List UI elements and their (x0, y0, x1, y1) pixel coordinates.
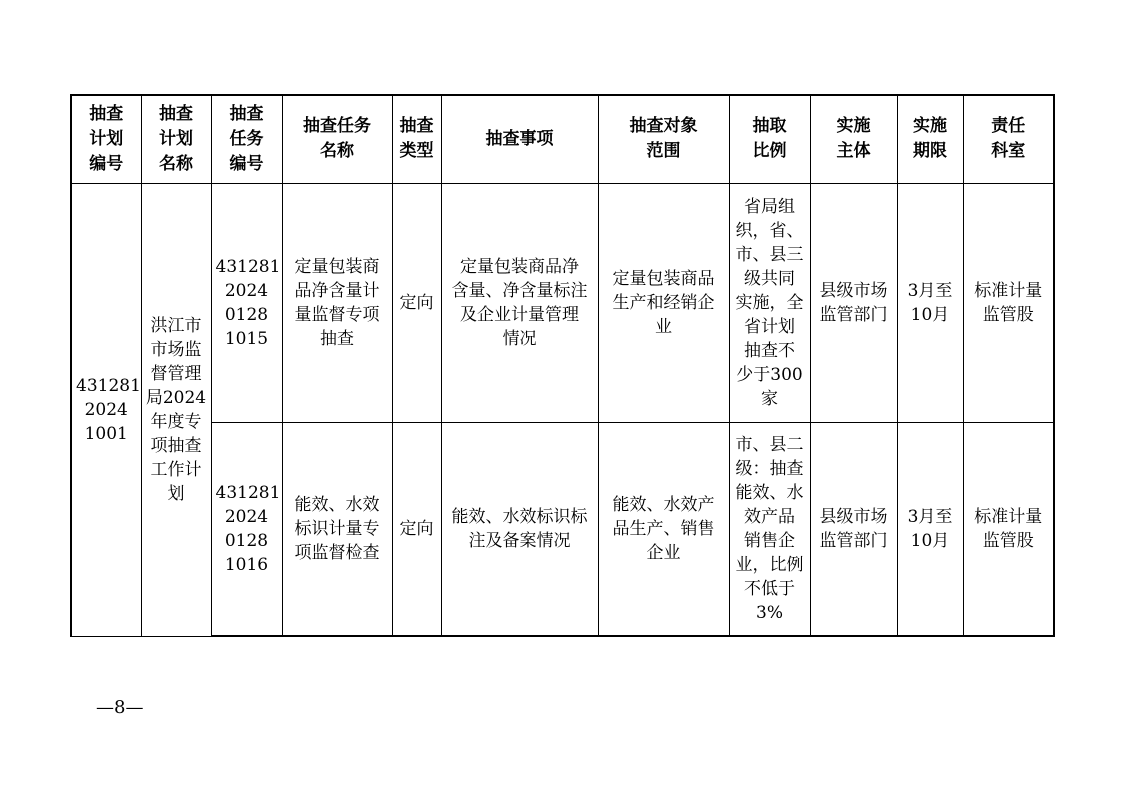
check-type-cell: 定向 (392, 422, 441, 636)
header-task-name: 抽查任务 名称 (282, 95, 392, 183)
responsible-dept-cell: 标准计量 监管股 (963, 422, 1054, 636)
implementation-period-cell: 3月至 10月 (897, 183, 963, 422)
table-row (71, 422, 1054, 636)
table-row (71, 183, 1054, 422)
header-check-type: 抽查 类型 (392, 95, 441, 183)
implementation-period-cell: 3月至 10月 (897, 422, 963, 636)
table-header-row (71, 95, 1054, 183)
implementing-entity-cell: 县级市场 监管部门 (810, 422, 897, 636)
header-responsible-dept: 责任 科室 (963, 95, 1054, 183)
spot-check-plan-table (70, 94, 1055, 637)
check-items-cell: 能效、水效标识标 注及备案情况 (441, 422, 598, 636)
task-name-cell: 定量包装商 品净含量计 量监督专项 抽查 (282, 183, 392, 422)
check-scope-cell: 能效、水效产 品生产、销售 企业 (598, 422, 729, 636)
responsible-dept-cell: 标准计量 监管股 (963, 183, 1054, 422)
header-implementing-entity: 实施 主体 (810, 95, 897, 183)
task-name-cell: 能效、水效 标识计量专 项监督检查 (282, 422, 392, 636)
header-implementation-period: 实施 期限 (897, 95, 963, 183)
header-task-number: 抽查 任务 编号 (211, 95, 282, 183)
page-number: —8— (96, 697, 144, 718)
check-type-cell: 定向 (392, 183, 441, 422)
plan-number-cell: 431281 2024 1001 (71, 183, 141, 636)
implementing-entity-cell: 县级市场 监管部门 (810, 183, 897, 422)
header-plan-name: 抽查 计划 名称 (141, 95, 211, 183)
plan-name-cell: 洪江市 市场监 督管理 局2024 年度专 项抽查 工作计 划 (141, 183, 211, 636)
header-check-scope: 抽查对象 范围 (598, 95, 729, 183)
check-scope-cell: 定量包装商品 生产和经销企 业 (598, 183, 729, 422)
sampling-ratio-cell: 省局组 织，省、 市、县三 级共同 实施，全 省计划 抽查不 少于300 家 (729, 183, 810, 422)
task-number-cell: 431281 2024 0128 1015 (211, 183, 282, 422)
task-number-cell: 431281 2024 0128 1016 (211, 422, 282, 636)
header-check-items: 抽查事项 (441, 95, 598, 183)
check-items-cell: 定量包装商品净 含量、净含量标注 及企业计量管理 情况 (441, 183, 598, 422)
header-sampling-ratio: 抽取 比例 (729, 95, 810, 183)
sampling-ratio-cell: 市、县二 级：抽查 能效、水 效产品 销售企 业，比例 不低于 3% (729, 422, 810, 636)
header-plan-number: 抽查 计划 编号 (71, 95, 141, 183)
